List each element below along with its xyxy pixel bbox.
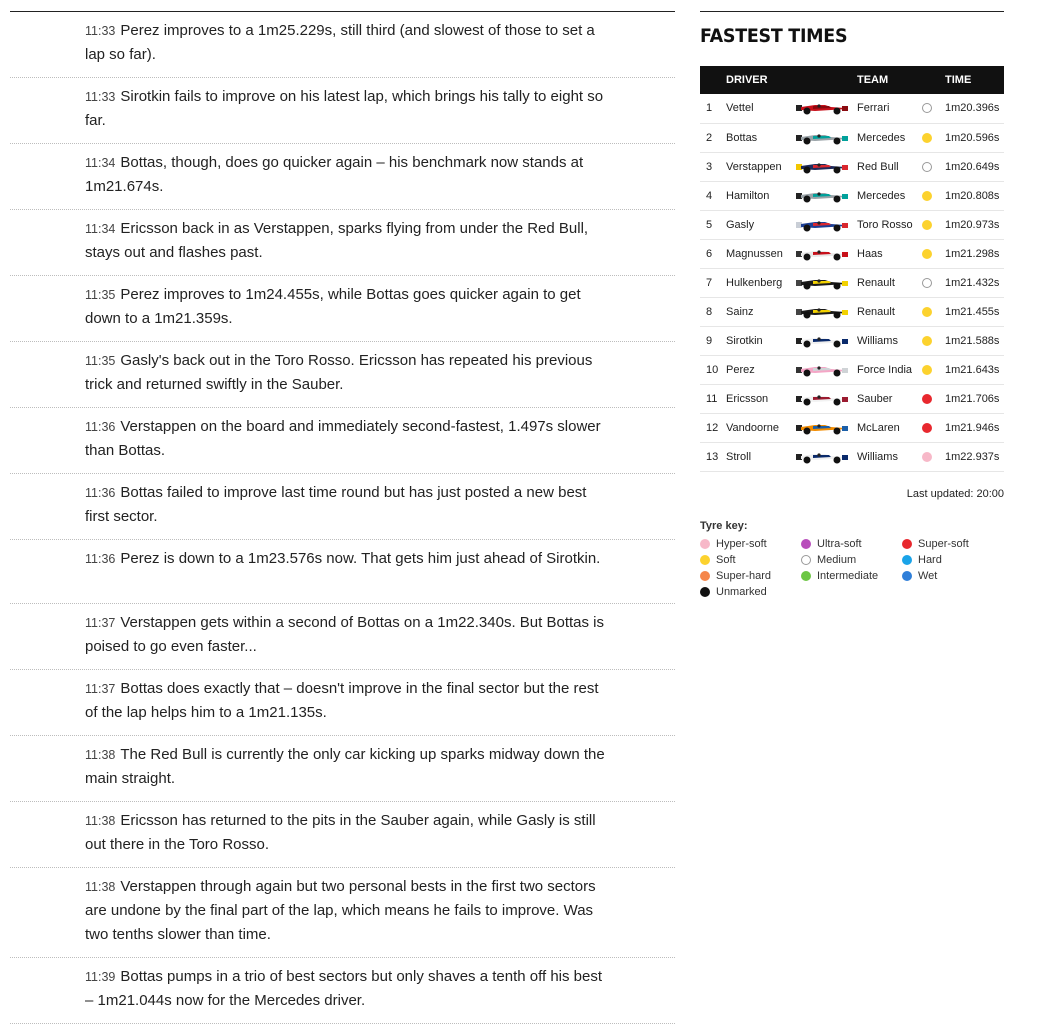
car-cell (795, 123, 857, 152)
feed-entry-time: 11:34 (85, 222, 116, 236)
table-row (700, 413, 1004, 442)
fastest-times-table (700, 66, 1004, 472)
feed-entry (10, 474, 675, 540)
position: 5 (700, 210, 726, 239)
driver-name: Sirotkin (726, 326, 795, 355)
feed-entry-time: 11:39 (85, 970, 116, 984)
feed-entry-body: Bottas failed to improve last time round but has just posted a new best first sector. (85, 484, 587, 525)
tyre-key-item (700, 537, 801, 551)
feed-entry-body: Bottas pumps in a trio of best sectors but only shaves a tenth off his best – 1m21.044s now for the Mercedes driver. (85, 968, 603, 1009)
feed-entry-time: 11:33 (85, 90, 116, 104)
feed-entry-time: 11:38 (85, 880, 116, 894)
feed-entry (10, 276, 675, 342)
position: 11 (700, 384, 726, 413)
feed-entry-body: Verstappen through again but two personal bests in the first two sectors are undone by the final part of the lap, which means he fails to improve. Was two tenths slower than time. (85, 878, 596, 943)
feed-entry-text (85, 85, 605, 133)
team-name: Renault (857, 268, 922, 297)
driver-name: Ericsson (726, 384, 795, 413)
car-icon (795, 160, 849, 174)
position: 8 (700, 297, 726, 326)
lap-time: 1m20.649s (943, 152, 1004, 181)
team-name: Sauber (857, 384, 922, 413)
tyre-dot-icon (801, 539, 811, 549)
lap-time: 1m21.588s (943, 326, 1004, 355)
live-feed (10, 11, 675, 1024)
feed-entry-body: Verstappen gets within a second of Bottas on a 1m22.340s. But Bottas is poised to go even faster... (85, 614, 604, 655)
feed-entry-body: Gasly's back out in the Toro Rosso. Ericsson has repeated his previous trick and returned swiftly in the Sauber. (85, 352, 593, 393)
team-name: Renault (857, 297, 922, 326)
tyre-key-label: Super-hard (716, 569, 772, 582)
tyre-key-item (700, 569, 801, 583)
team-name: Red Bull (857, 152, 922, 181)
table-row (700, 297, 1004, 326)
feed-entry-time: 11:36 (85, 486, 116, 500)
tyre-cell (922, 94, 943, 123)
team-header: TEAM (857, 66, 922, 94)
tyre-cell (922, 297, 943, 326)
feed-entry-body: Ericsson has returned to the pits in the Sauber again, while Gasly is still out there in the Toro Rosso. (85, 812, 596, 853)
feed-entry-text (85, 415, 605, 463)
team-name: Force India (857, 355, 922, 384)
car-icon (795, 189, 849, 203)
car-icon (795, 392, 849, 406)
team-name: McLaren (857, 413, 922, 442)
feed-entry-text (85, 547, 605, 571)
feed-entry-body: Perez improves to 1m24.455s, while Bottas goes quicker again to get down to a 1m21.359s. (85, 286, 581, 327)
feed-entry (10, 670, 675, 736)
car-cell (795, 152, 857, 181)
tyre-cell (922, 326, 943, 355)
team-name: Ferrari (857, 94, 922, 123)
feed-entry-body: Bottas, though, does go quicker again – his benchmark now stands at 1m21.674s. (85, 154, 584, 195)
tyre-compound-icon (922, 423, 932, 433)
tyre-key-label: Unmarked (716, 585, 767, 598)
time-header: TIME (943, 66, 1004, 94)
tyre-compound-icon (922, 191, 932, 201)
feed-entry-text (85, 217, 605, 265)
car-icon (795, 131, 849, 145)
driver-name: Vettel (726, 94, 795, 123)
team-name: Haas (857, 239, 922, 268)
car-icon (795, 101, 849, 115)
tyre-dot-icon (902, 555, 912, 565)
car-icon (795, 334, 849, 348)
tyre-key-item (801, 569, 902, 583)
lap-time: 1m21.706s (943, 384, 1004, 413)
feed-entry-time: 11:35 (85, 288, 116, 302)
feed-entry-body: Ericsson back in as Verstappen, sparks flying from under the Red Bull, stays out and flashes past. (85, 220, 589, 261)
car-cell (795, 326, 857, 355)
feed-entry-body: Bottas does exactly that – doesn't improve in the final sector but the rest of the lap helps him to a 1m21.135s. (85, 680, 599, 721)
lap-time: 1m20.973s (943, 210, 1004, 239)
car-icon (795, 276, 849, 290)
team-name: Williams (857, 326, 922, 355)
tyre-dot-icon (902, 539, 912, 549)
position: 7 (700, 268, 726, 297)
feed-entry-time: 11:38 (85, 814, 116, 828)
car-cell (795, 355, 857, 384)
feed-entry-text (85, 809, 605, 857)
driver-name: Stroll (726, 442, 795, 471)
car-cell (795, 210, 857, 239)
tyre-cell (922, 442, 943, 471)
feed-entry-text (85, 677, 605, 725)
car-icon (795, 421, 849, 435)
team-name: Toro Rosso (857, 210, 922, 239)
tyre-cell (922, 210, 943, 239)
driver-name: Vandoorne (726, 413, 795, 442)
driver-header: DRIVER (726, 66, 795, 94)
lap-time: 1m21.455s (943, 297, 1004, 326)
feed-entry (10, 210, 675, 276)
position: 10 (700, 355, 726, 384)
feed-entry (10, 604, 675, 670)
position: 13 (700, 442, 726, 471)
tyre-key-label: Medium (817, 553, 857, 566)
car-cell (795, 413, 857, 442)
tyre-compound-icon (922, 162, 932, 172)
tyre-dot-icon (700, 555, 710, 565)
lap-time: 1m20.396s (943, 94, 1004, 123)
driver-name: Sainz (726, 297, 795, 326)
tyre-key-label: Super-soft (918, 537, 969, 550)
table-row (700, 94, 1004, 123)
feed-entry-time: 11:36 (85, 552, 116, 566)
tyre-compound-icon (922, 249, 932, 259)
feed-entry (10, 802, 675, 868)
sidebar-title: FASTEST TIMES (700, 25, 848, 47)
lap-time: 1m21.298s (943, 239, 1004, 268)
feed-entry-body: The Red Bull is currently the only car kicking up sparks midway down the main straight. (85, 746, 605, 787)
tyre-compound-icon (922, 336, 932, 346)
tyre-key (700, 537, 1004, 599)
position: 3 (700, 152, 726, 181)
feed-entry (10, 12, 675, 78)
feed-entry-time: 11:37 (85, 682, 116, 696)
tyre-compound-icon (922, 394, 932, 404)
feed-entry (10, 958, 675, 1024)
tyre-compound-icon (922, 365, 932, 375)
feed-entry (10, 868, 675, 958)
table-row (700, 239, 1004, 268)
table-row (700, 442, 1004, 471)
table-row (700, 355, 1004, 384)
position: 4 (700, 181, 726, 210)
car-cell (795, 268, 857, 297)
lap-time: 1m21.432s (943, 268, 1004, 297)
feed-entry (10, 540, 675, 604)
car-icon (795, 247, 849, 261)
tyre-compound-icon (922, 307, 932, 317)
table-row (700, 210, 1004, 239)
tyre-key-item (801, 537, 902, 551)
feed-entry-time: 11:37 (85, 616, 116, 630)
tyre-key-label: Intermediate (817, 569, 879, 582)
fastest-times-panel (700, 11, 1004, 599)
feed-entry-time: 11:38 (85, 748, 116, 762)
feed-entry-text (85, 349, 605, 397)
feed-entry-time: 11:35 (85, 354, 116, 368)
tyre-key-label: Wet (918, 569, 938, 582)
tyre-key-item (801, 553, 902, 567)
car-icon (795, 450, 849, 464)
lap-time: 1m20.808s (943, 181, 1004, 210)
driver-name: Magnussen (726, 239, 795, 268)
feed-entry (10, 408, 675, 474)
feed-entry-text (85, 965, 605, 1013)
driver-name: Hulkenberg (726, 268, 795, 297)
feed-entry-body: Perez is down to a 1m23.576s now. That gets him just ahead of Sirotkin. (120, 550, 601, 567)
feed-entry-time: 11:33 (85, 24, 116, 38)
feed-entry-text (85, 875, 605, 947)
table-header-row (700, 66, 1004, 94)
lap-time: 1m21.946s (943, 413, 1004, 442)
team-name: Mercedes (857, 181, 922, 210)
tyre-dot-icon (700, 539, 710, 549)
tyre-compound-icon (922, 103, 932, 113)
feed-entry (10, 78, 675, 144)
table-row (700, 181, 1004, 210)
tyre-key-item (700, 585, 801, 599)
position: 12 (700, 413, 726, 442)
car-cell (795, 181, 857, 210)
tyre-cell (922, 152, 943, 181)
feed-entry-text (85, 19, 605, 67)
feed-entry (10, 144, 675, 210)
table-row (700, 152, 1004, 181)
tyre-key-item (902, 569, 1002, 583)
tyre-key-item (700, 553, 801, 567)
car-icon (795, 363, 849, 377)
feed-entry-body: Sirotkin fails to improve on his latest lap, which brings his tally to eight so far. (85, 88, 604, 129)
tyre-compound-icon (922, 452, 932, 462)
tyre-compound-icon (922, 133, 932, 143)
feed-entry (10, 736, 675, 802)
team-name: Williams (857, 442, 922, 471)
car-cell (795, 297, 857, 326)
position: 6 (700, 239, 726, 268)
tyre-dot-icon (902, 571, 912, 581)
lap-time: 1m20.596s (943, 123, 1004, 152)
table-row (700, 123, 1004, 152)
tyre-key-label: Ultra-soft (817, 537, 862, 550)
feed-entry-time: 11:34 (85, 156, 116, 170)
tyre-dot-icon (801, 555, 811, 565)
tyre-cell (922, 239, 943, 268)
tyre-key-label: Soft (716, 553, 736, 566)
tyre-compound-icon (922, 278, 932, 288)
driver-name: Verstappen (726, 152, 795, 181)
table-row (700, 268, 1004, 297)
lap-time: 1m22.937s (943, 442, 1004, 471)
feed-entry (10, 342, 675, 408)
car-cell (795, 94, 857, 123)
driver-name: Bottas (726, 123, 795, 152)
tyre-cell (922, 413, 943, 442)
tyre-key-item (902, 537, 1002, 551)
car-cell (795, 384, 857, 413)
car-icon (795, 305, 849, 319)
tyre-cell (922, 384, 943, 413)
position: 9 (700, 326, 726, 355)
table-row (700, 326, 1004, 355)
team-name: Mercedes (857, 123, 922, 152)
driver-name: Gasly (726, 210, 795, 239)
feed-entry-text (85, 743, 605, 791)
tyre-dot-icon (801, 571, 811, 581)
feed-entry-text (85, 151, 605, 199)
car-icon (795, 218, 849, 232)
tyre-compound-icon (922, 220, 932, 230)
feed-entry-text (85, 481, 605, 529)
tyre-key-label: Hard (918, 553, 942, 566)
lap-time: 1m21.643s (943, 355, 1004, 384)
feed-entry-text (85, 283, 605, 331)
position: 2 (700, 123, 726, 152)
driver-name: Perez (726, 355, 795, 384)
car-cell (795, 442, 857, 471)
tyre-cell (922, 355, 943, 384)
feed-entry-body: Verstappen on the board and immediately second-fastest, 1.497s slower than Bottas. (85, 418, 601, 459)
tyre-key-title: Tyre key: (700, 519, 748, 532)
feed-entry-body: Perez improves to a 1m25.229s, still third (and slowest of those to set a lap so far). (85, 22, 595, 63)
tyre-dot-icon (700, 571, 710, 581)
tyre-cell (922, 123, 943, 152)
feed-entry-text (85, 611, 605, 659)
car-cell (795, 239, 857, 268)
tyre-key-label: Hyper-soft (716, 537, 767, 550)
table-row (700, 384, 1004, 413)
last-updated: Last updated: 20:00 (906, 487, 1004, 500)
driver-name: Hamilton (726, 181, 795, 210)
tyre-cell (922, 268, 943, 297)
tyre-dot-icon (700, 587, 710, 597)
position: 1 (700, 94, 726, 123)
tyre-key-item (902, 553, 1002, 567)
tyre-cell (922, 181, 943, 210)
feed-entry-time: 11:36 (85, 420, 116, 434)
